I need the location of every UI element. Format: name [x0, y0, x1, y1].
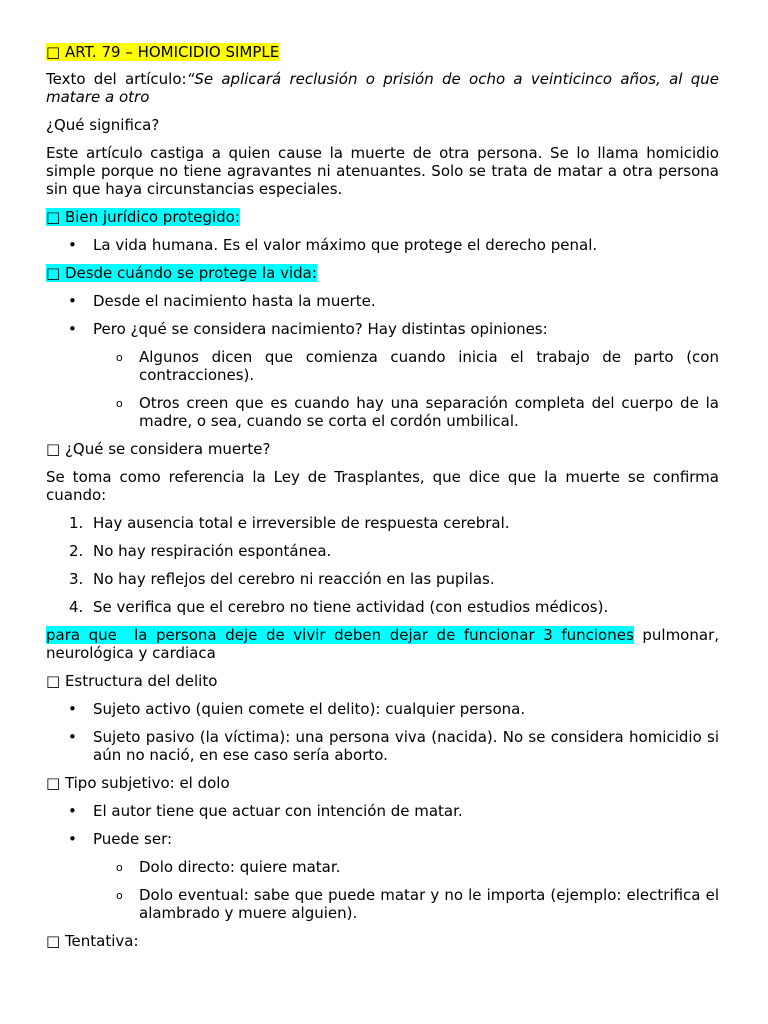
- section-bien-juridico-title: □ Bien jurídico protegido:: [46, 208, 240, 226]
- funciones-rest: pulmonar, neurológica y cardiaca: [46, 626, 719, 662]
- section-bien-juridico: [46, 208, 719, 226]
- desde-list: [46, 292, 719, 338]
- article-title: [46, 43, 719, 61]
- list-item: • Pero ¿qué se considera nacimiento? Hay distintas opiniones:: [68, 320, 548, 338]
- list-item: • Sujeto pasivo (la víctima): una persona viva (nacida). No se considera homicidio si aún no nació, en ese caso sería aborto.: [68, 728, 719, 764]
- section-tipo-title: □ Tipo subjetivo: el dolo: [46, 774, 230, 792]
- funciones-highlight: para que la persona deje de vivir deben dejar de funcionar 3 funciones: [46, 626, 634, 644]
- paragraph-muerte: Se toma como referencia la Ley de Trasplantes, que dice que la muerte se confirma cuando:: [46, 468, 719, 504]
- list-item: • Puede ser:: [68, 830, 173, 848]
- article-text-quote: “Se aplicará reclusión o prisión de ocho a veinticinco años, al que matare a otro: [46, 70, 719, 106]
- list-item: • La vida humana. Es el valor máximo que protege el derecho penal.: [68, 236, 598, 254]
- list-item: • Sujeto activo (quien comete el delito): cualquier persona.: [68, 700, 526, 718]
- list-item: • Desde el nacimiento hasta la muerte.: [68, 292, 376, 310]
- article-title-text: □ ART. 79 – HOMICIDIO SIMPLE: [46, 43, 280, 61]
- tipo-sublist: [46, 858, 719, 922]
- section-tentativa-title: □ Tentativa:: [46, 932, 139, 950]
- numbered-item: 3. No hay reflejos del cerebro ni reacción en las pupilas.: [69, 570, 495, 588]
- bien-list: [46, 236, 719, 254]
- paragraph-funciones: [46, 626, 719, 662]
- numbered-item: 1. Hay ausencia total e irreversible de respuesta cerebral.: [69, 514, 510, 532]
- sub-list-item: o Otros creen que es cuando hay una separación completa del cuerpo de la madre, o sea, cuando se corta el cordón umbilical.: [116, 394, 719, 430]
- sub-list-item: o Dolo eventual: sabe que puede matar y no le importa (ejemplo: electrifica el alambrado y muere alguien).: [116, 886, 719, 922]
- section-estructura-title: □ Estructura del delito: [46, 672, 218, 690]
- tipo-list: [46, 802, 719, 848]
- section-muerte-title: □ ¿Qué se considera muerte?: [46, 440, 271, 458]
- document-content: [46, 43, 719, 960]
- article-text: [46, 70, 719, 106]
- section-desde-cuando-title: □ Desde cuándo se protege la vida:: [46, 264, 317, 282]
- list-item: • El autor tiene que actuar con intención de matar.: [68, 802, 463, 820]
- sub-list-item: o Algunos dicen que comienza cuando inicia el trabajo de parto (con contracciones).: [116, 348, 719, 384]
- section-desde-cuando: [46, 264, 719, 282]
- question-significa: ¿Qué significa?: [46, 116, 160, 134]
- paragraph-significa: Este artículo castiga a quien cause la muerte de otra persona. Se lo llama homicidio simple porque no tiene agravantes ni atenuantes. Solo se trata de matar a otra persona sin que haya circunstancias especiales.: [46, 144, 719, 198]
- desde-sublist: [46, 348, 719, 430]
- numbered-item: 4. Se verifica que el cerebro no tiene actividad (con estudios médicos).: [69, 598, 609, 616]
- estructura-list: [46, 700, 719, 764]
- muerte-list: [46, 514, 719, 616]
- numbered-item: 2. No hay respiración espontánea.: [69, 542, 332, 560]
- article-text-label: Texto del artículo:: [46, 70, 187, 88]
- sub-list-item: o Dolo directo: quiere matar.: [116, 858, 341, 876]
